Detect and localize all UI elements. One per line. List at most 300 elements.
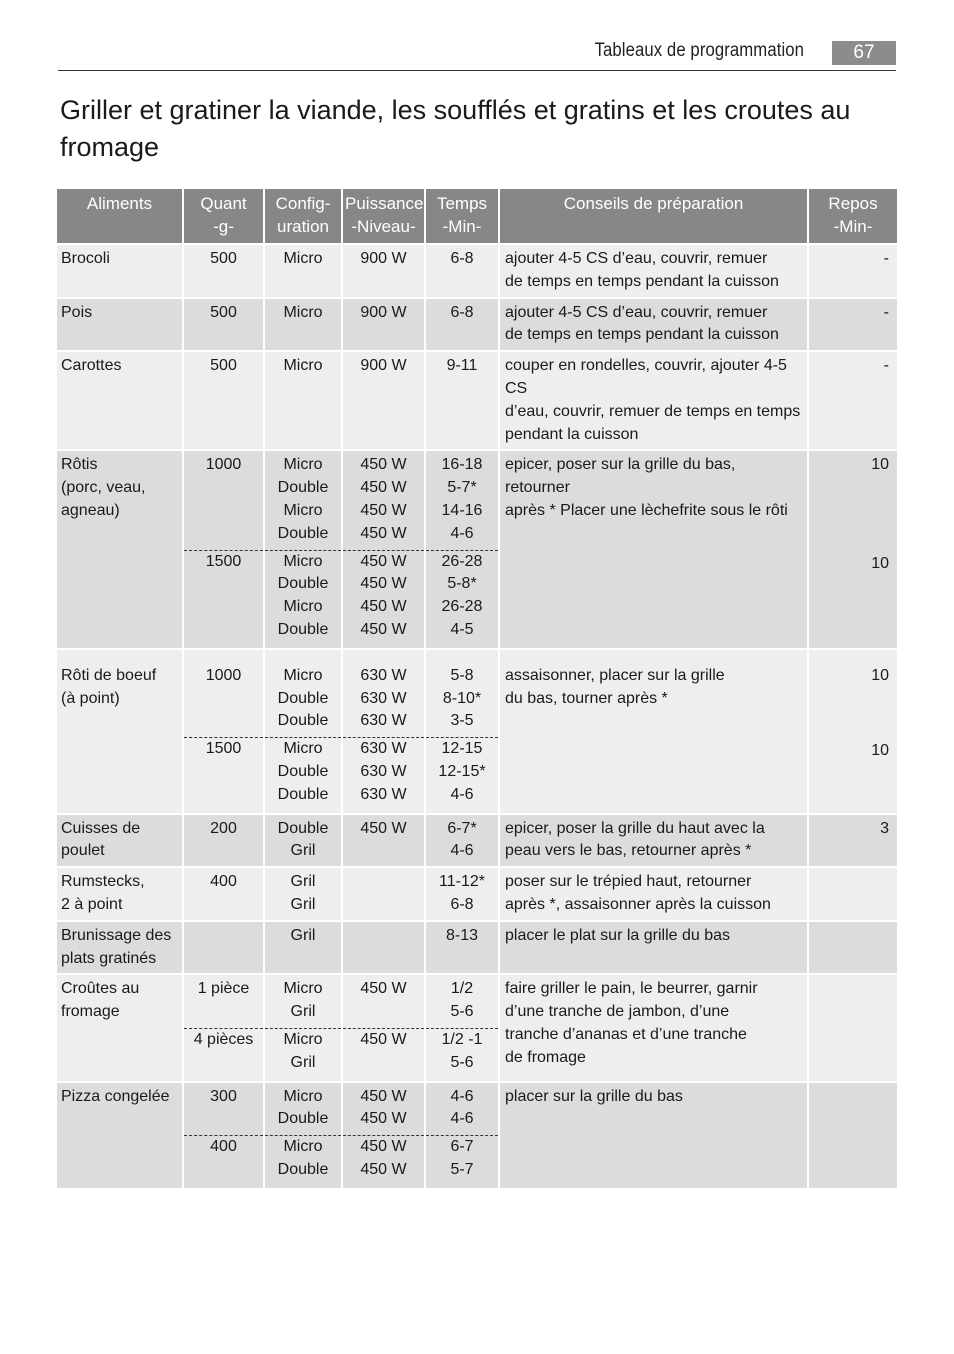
- food-label: Pizza congelée: [61, 1087, 170, 1105]
- time-value: 6-8: [450, 303, 474, 321]
- time-cell: [425, 974, 499, 1081]
- configuration-value: Gril: [290, 842, 316, 860]
- tip-line: placer le plat sur la grille du bas: [505, 926, 731, 944]
- quantity-cell: [183, 867, 264, 921]
- tip-line: couper en rondelles, couvrir, ajouter 4-5 CS: [505, 357, 787, 397]
- tip-line: ajouter 4-5 CS d’eau, couvrir, remuer: [505, 303, 768, 321]
- preparation-tips-cell: [499, 867, 808, 921]
- configuration-value: Micro: [283, 740, 323, 758]
- table-row: [57, 298, 897, 352]
- rest-time-cell: [808, 867, 897, 921]
- value-group: [347, 978, 420, 1024]
- configuration-cell: [264, 921, 342, 975]
- configuration-cell: [264, 351, 342, 450]
- value-group: [269, 871, 337, 917]
- time-cell: [425, 450, 499, 648]
- time-cell: [425, 298, 499, 352]
- rest-time-cell: [808, 351, 897, 450]
- food-label: plats gratinés: [61, 949, 157, 967]
- time-value: 4-6: [450, 524, 474, 542]
- quantity-cell: [183, 450, 264, 648]
- rest-group: [813, 248, 889, 271]
- configuration-value: Gril: [290, 873, 316, 891]
- quantity-cell: [183, 298, 264, 352]
- time-value: 1/2: [450, 980, 474, 998]
- value-group: [188, 1086, 259, 1132]
- configuration-value: Double: [277, 1110, 329, 1128]
- value-group: [269, 818, 337, 864]
- value-group: [269, 248, 337, 271]
- configuration-value: Micro: [283, 1138, 323, 1156]
- column-header-time: Temps -Min-: [425, 189, 499, 244]
- power-value: 450 W: [360, 479, 407, 497]
- preparation-tips-cell: [499, 244, 808, 298]
- time-value: 12-15: [441, 740, 483, 758]
- time-value: 6-7: [450, 1138, 474, 1156]
- configuration-value: Micro: [283, 1030, 323, 1048]
- quantity-cell: [183, 814, 264, 868]
- power-value: 450 W: [360, 575, 407, 593]
- time-value: 14-16: [441, 501, 483, 519]
- food-label: poulet: [61, 842, 105, 860]
- tip-line: d’une tranche de jambon, d’une: [505, 1003, 730, 1021]
- food-cell: [57, 649, 183, 814]
- preparation-tips-cell: [499, 974, 808, 1081]
- value-group: [343, 737, 424, 806]
- food-label: 2 à point: [61, 895, 123, 913]
- value-group: [430, 454, 494, 545]
- configuration-value: Micro: [283, 598, 323, 616]
- food-label: Carottes: [61, 357, 122, 375]
- food-label: (à point): [61, 689, 120, 707]
- time-cell: [425, 649, 499, 814]
- food-label: fromage: [61, 1003, 120, 1021]
- value-group: [343, 1028, 424, 1075]
- table-row: [57, 921, 897, 975]
- value-group: [188, 454, 259, 545]
- column-header-quantity: Quant -g-: [183, 189, 264, 244]
- quantity-value: 400: [210, 873, 237, 891]
- time-value: 4-6: [450, 842, 474, 860]
- column-header-tips: Conseils de préparation: [499, 189, 808, 244]
- tip-line: après *, assaisonner après la cuisson: [505, 895, 771, 913]
- tip-line: après * Placer une lèchefrite sous le rôti: [505, 501, 788, 519]
- food-label: Cuisses de: [61, 819, 141, 837]
- food-label: Pois: [61, 303, 93, 321]
- configuration-value: Micro: [283, 666, 323, 684]
- value-group: [347, 302, 420, 325]
- power-cell: [342, 974, 425, 1081]
- configuration-value: Gril: [290, 1003, 316, 1021]
- power-cell: [342, 867, 425, 921]
- value-group: [347, 1086, 420, 1132]
- value-group: [269, 1086, 337, 1132]
- food-cell: [57, 450, 183, 648]
- value-group: [184, 1028, 263, 1075]
- table-row: [57, 351, 897, 450]
- value-group: [265, 550, 341, 642]
- time-value: 11-12*: [439, 873, 485, 891]
- configuration-value: Micro: [283, 456, 323, 474]
- rest-value: 10: [871, 666, 889, 684]
- time-cell: [425, 244, 499, 298]
- tip-line: pendant la cuisson: [505, 425, 639, 443]
- value-group: [184, 1135, 263, 1182]
- value-group: [188, 818, 259, 864]
- value-group: [188, 978, 259, 1024]
- rest-time-cell: [808, 298, 897, 352]
- rest-group: [813, 818, 889, 864]
- rest-group: [813, 553, 889, 644]
- preparation-tips-cell: [499, 921, 808, 975]
- power-value: 450 W: [360, 1030, 407, 1048]
- value-group: [347, 355, 420, 378]
- quantity-cell: [183, 921, 264, 975]
- time-cell: [425, 1082, 499, 1189]
- food-label: Brunissage des: [61, 926, 172, 944]
- configuration-cell: [264, 244, 342, 298]
- tip-line: d’eau, couvrir, remuer de temps en temps: [505, 402, 801, 420]
- power-value: 630 W: [360, 666, 407, 684]
- rest-time-cell: [808, 974, 897, 1081]
- rest-group: [813, 302, 889, 325]
- configuration-value: Double: [277, 575, 329, 593]
- rest-value: 10: [871, 456, 889, 474]
- page-number: 67: [832, 41, 896, 65]
- time-value: 3-5: [450, 712, 474, 730]
- section-title: Tableaux de programmation: [594, 40, 804, 61]
- value-group: [430, 302, 494, 325]
- configuration-value: Double: [277, 712, 329, 730]
- power-value: 450 W: [360, 819, 407, 837]
- rest-group: [813, 978, 889, 1024]
- power-value: 630 W: [360, 740, 407, 758]
- rest-value: -: [883, 303, 889, 321]
- time-cell: [425, 867, 499, 921]
- power-value: 450 W: [360, 1160, 407, 1178]
- power-value: 450 W: [360, 980, 407, 998]
- time-value: 12-15*: [438, 762, 486, 780]
- rest-group: [813, 665, 889, 733]
- configuration-cell: [264, 649, 342, 814]
- power-value: 450 W: [360, 1087, 407, 1105]
- value-group: [426, 550, 498, 642]
- food-cell: [57, 974, 183, 1081]
- rest-group: [813, 740, 889, 808]
- food-label: Croûtes au: [61, 980, 140, 998]
- time-cell: [425, 814, 499, 868]
- rest-time-cell: [808, 649, 897, 814]
- time-cell: [425, 921, 499, 975]
- rest-value: -: [883, 250, 889, 267]
- time-cell: [425, 351, 499, 450]
- value-group: [184, 550, 263, 642]
- configuration-cell: [264, 814, 342, 868]
- value-group: [430, 818, 494, 864]
- tip-line: de fromage: [505, 1048, 586, 1066]
- configuration-value: Micro: [283, 501, 323, 519]
- value-group: [343, 1135, 424, 1182]
- configuration-cell: [264, 1082, 342, 1189]
- column-header-configuration: Config- uration: [264, 189, 342, 244]
- value-group: [184, 737, 263, 806]
- quantity-value: 1500: [205, 552, 242, 570]
- table-row: [57, 1082, 897, 1189]
- configuration-value: Micro: [283, 1087, 323, 1105]
- tip-line: peau vers le bas, retourner après *: [505, 842, 752, 860]
- value-group: [188, 248, 259, 271]
- food-cell: [57, 867, 183, 921]
- time-value: 6-8: [450, 895, 474, 913]
- time-value: 5-7: [450, 1160, 474, 1178]
- food-cell: [57, 298, 183, 352]
- time-value: 5-8: [450, 666, 474, 684]
- configuration-value: Double: [277, 762, 329, 780]
- table-row: [57, 649, 897, 814]
- value-group: [430, 978, 494, 1024]
- configuration-value: Micro: [283, 250, 323, 267]
- time-value: 4-6: [450, 1110, 474, 1128]
- rest-value: -: [883, 357, 889, 375]
- value-group: [430, 1086, 494, 1132]
- programming-table: [57, 189, 897, 1190]
- tip-line: assaisonner, placer sur la grille: [505, 666, 725, 684]
- time-value: 4-5: [450, 620, 474, 638]
- time-value: 16-18: [441, 456, 483, 474]
- configuration-cell: [264, 450, 342, 648]
- time-value: 4-6: [450, 1087, 474, 1105]
- value-group: [269, 454, 337, 545]
- time-value: 6-7*: [447, 819, 477, 837]
- value-group: [188, 302, 259, 325]
- table-body: [57, 244, 897, 1189]
- time-value: 5-7*: [447, 479, 477, 497]
- rest-value: 3: [880, 819, 889, 837]
- time-value: 8-10*: [442, 689, 482, 707]
- value-group: [426, 1135, 498, 1182]
- value-group: [347, 454, 420, 545]
- quantity-value: 1 pièce: [197, 980, 250, 998]
- value-group: [265, 1028, 341, 1075]
- power-value: 450 W: [360, 1138, 407, 1156]
- tip-line: poser sur le trépied haut, retourner: [505, 873, 752, 891]
- food-cell: [57, 351, 183, 450]
- rest-time-cell: [808, 814, 897, 868]
- rest-group: [813, 454, 889, 545]
- value-group: [269, 355, 337, 378]
- power-cell: [342, 298, 425, 352]
- configuration-value: Micro: [283, 357, 323, 375]
- configuration-value: Micro: [283, 303, 323, 321]
- quantity-value: 1500: [205, 740, 242, 758]
- rest-group: [813, 1138, 889, 1184]
- configuration-value: Micro: [283, 980, 323, 998]
- value-group: [343, 550, 424, 642]
- value-group: [265, 737, 341, 806]
- power-value: 450 W: [360, 524, 407, 542]
- quantity-value: 500: [210, 303, 237, 321]
- value-group: [430, 355, 494, 378]
- value-group: [269, 978, 337, 1024]
- food-cell: [57, 814, 183, 868]
- value-group: [269, 302, 337, 325]
- configuration-value: Gril: [290, 1053, 316, 1071]
- time-value: 26-28: [441, 552, 483, 570]
- quantity-value: 1000: [205, 666, 242, 684]
- power-value: 900 W: [360, 303, 407, 321]
- quantity-cell: [183, 1082, 264, 1189]
- value-group: [269, 925, 337, 948]
- value-group: [347, 818, 420, 864]
- quantity-value: 300: [210, 1087, 237, 1105]
- preparation-tips-cell: [499, 450, 808, 648]
- table-row: [57, 814, 897, 868]
- value-group: [426, 1028, 498, 1075]
- tip-line: epicer, poser la grille du haut avec la: [505, 819, 765, 837]
- value-group: [269, 665, 337, 733]
- configuration-value: Double: [277, 819, 329, 837]
- power-value: 450 W: [360, 456, 407, 474]
- food-label: Rôti de boeuf: [61, 666, 157, 684]
- power-cell: [342, 814, 425, 868]
- value-group: [426, 737, 498, 806]
- time-value: 26-28: [441, 598, 483, 616]
- time-value: 5-8*: [447, 575, 477, 593]
- column-header-rest: Repos -Min-: [808, 189, 897, 244]
- value-group: [188, 355, 259, 378]
- time-value: 9-11: [446, 357, 478, 375]
- configuration-value: Double: [277, 785, 329, 803]
- configuration-value: Double: [277, 620, 329, 638]
- rest-group: [813, 355, 889, 378]
- configuration-value: Double: [277, 479, 329, 497]
- preparation-tips-cell: [499, 649, 808, 814]
- time-value: 6-8: [450, 250, 474, 267]
- quantity-value: 1000: [205, 456, 242, 474]
- quantity-value: 400: [210, 1138, 237, 1156]
- power-cell: [342, 244, 425, 298]
- power-value: 900 W: [360, 250, 407, 267]
- quantity-cell: [183, 244, 264, 298]
- value-group: [430, 665, 494, 733]
- configuration-value: Double: [277, 689, 329, 707]
- power-value: 630 W: [360, 762, 407, 780]
- configuration-cell: [264, 298, 342, 352]
- power-cell: [342, 351, 425, 450]
- power-value: 630 W: [360, 712, 407, 730]
- food-label: Rôtis: [61, 456, 98, 474]
- food-cell: [57, 1082, 183, 1189]
- rest-time-cell: [808, 450, 897, 648]
- value-group: [347, 871, 420, 917]
- configuration-value: Micro: [283, 552, 323, 570]
- preparation-tips-cell: [499, 351, 808, 450]
- rest-value: 10: [871, 554, 889, 572]
- power-cell: [342, 450, 425, 648]
- rest-group: [813, 1031, 889, 1077]
- table-row: [57, 867, 897, 921]
- tip-line: de temps en temps pendant la cuisson: [505, 326, 779, 344]
- value-group: [347, 248, 420, 271]
- time-value: 1/2 -1: [441, 1030, 483, 1048]
- food-label: (porc, veau,: [61, 479, 146, 497]
- rest-time-cell: [808, 244, 897, 298]
- power-value: 630 W: [360, 785, 407, 803]
- power-cell: [342, 649, 425, 814]
- table-row: [57, 450, 897, 648]
- time-value: 4-6: [450, 785, 474, 803]
- power-cell: [342, 921, 425, 975]
- food-cell: [57, 244, 183, 298]
- quantity-value: 200: [210, 819, 237, 837]
- tip-line: tranche d’ananas et d’une tranche: [505, 1025, 747, 1043]
- column-header-power: Puissance -Niveau-: [342, 189, 425, 244]
- time-value: 8-13: [445, 926, 479, 944]
- preparation-tips-cell: [499, 298, 808, 352]
- value-group: [265, 1135, 341, 1182]
- value-group: [430, 925, 494, 948]
- power-value: 450 W: [360, 1110, 407, 1128]
- rest-group: [813, 871, 889, 917]
- rest-group: [813, 1086, 889, 1132]
- quantity-value: 500: [210, 357, 237, 375]
- food-cell: [57, 921, 183, 975]
- page-title: Griller et gratiner la viande, les soufflés et gratins et les croutes au fromage: [60, 95, 851, 162]
- table-row: [57, 244, 897, 298]
- value-group: [347, 665, 420, 733]
- power-value: 450 W: [360, 620, 407, 638]
- running-header: [58, 38, 896, 71]
- rest-value: 10: [871, 742, 889, 760]
- quantity-cell: [183, 974, 264, 1081]
- tip-line: faire griller le pain, le beurrer, garnir: [505, 980, 758, 998]
- rest-group: [813, 925, 889, 948]
- preparation-tips-cell: [499, 814, 808, 868]
- configuration-cell: [264, 867, 342, 921]
- value-group: [188, 871, 259, 917]
- tip-line: de temps en temps pendant la cuisson: [505, 272, 779, 290]
- food-label: Rumstecks,: [61, 873, 145, 891]
- quantity-value: 500: [210, 250, 237, 267]
- configuration-value: Gril: [290, 926, 316, 944]
- time-value: 5-6: [450, 1053, 474, 1071]
- power-cell: [342, 1082, 425, 1189]
- rest-time-cell: [808, 1082, 897, 1189]
- rest-time-cell: [808, 921, 897, 975]
- time-value: 5-6: [450, 1003, 474, 1021]
- quantity-cell: [183, 351, 264, 450]
- column-header-food: Aliments: [57, 189, 183, 244]
- value-group: [188, 665, 259, 733]
- value-group: [430, 248, 494, 271]
- configuration-cell: [264, 974, 342, 1081]
- configuration-value: Double: [277, 1160, 329, 1178]
- configuration-value: Gril: [290, 895, 316, 913]
- food-label: Brocoli: [61, 250, 110, 267]
- value-group: [430, 871, 494, 917]
- tip-line: placer sur la grille du bas: [505, 1087, 683, 1105]
- quantity-cell: [183, 649, 264, 814]
- tip-line: ajouter 4-5 CS d’eau, couvrir, remuer: [505, 250, 768, 267]
- preparation-tips-cell: [499, 1082, 808, 1189]
- power-value: 450 W: [360, 598, 407, 616]
- food-label: agneau): [61, 501, 120, 519]
- tip-line: epicer, poser sur la grille du bas, retourner: [505, 456, 736, 497]
- power-value: 630 W: [360, 689, 407, 707]
- power-value: 450 W: [360, 552, 407, 570]
- power-value: 900 W: [360, 357, 407, 375]
- table-row: [57, 974, 897, 1081]
